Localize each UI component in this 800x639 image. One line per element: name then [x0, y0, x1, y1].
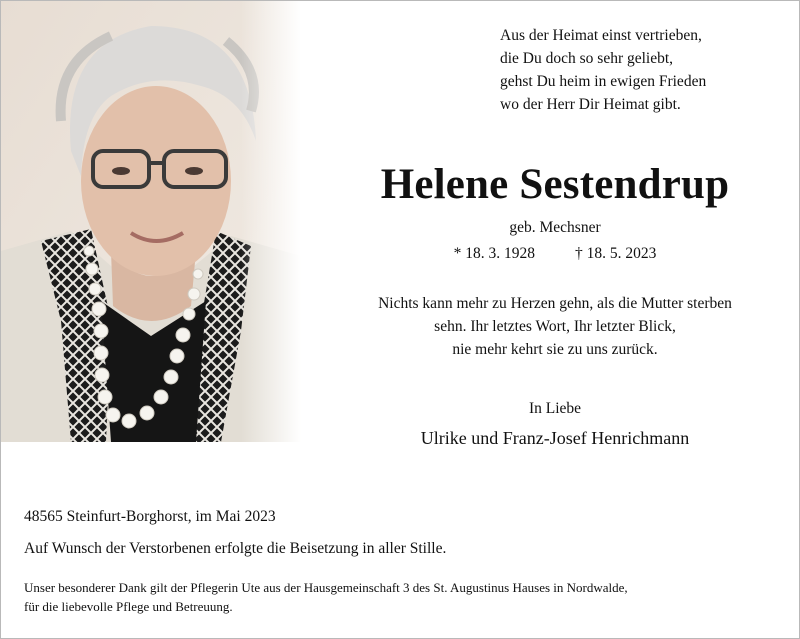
burial-note: Auf Wunsch der Verstorbenen erfolgte die Beisetzung in aller Stille. [24, 540, 447, 557]
memorial-quote [300, 292, 800, 361]
mourners-names: Ulrike und Franz-Josef Henrichmann [420, 428, 690, 448]
thanks-line: für die liebevolle Pflege und Betreuung. [24, 599, 233, 614]
life-dates [300, 245, 800, 263]
mourners-intro: In Liebe [528, 400, 582, 417]
quote-line: sehn. Ihr letztes Wort, Ihr letzter Blick, [434, 318, 676, 335]
birth-date: * 18. 3. 1928 [453, 245, 535, 262]
thanks-line: Unser besonderer Dank gilt der Pflegerin Ute aus der Hausgemeinschaft 3 des St. Augustinus Hauses in Nordwalde, [24, 580, 628, 595]
maiden-name: geb. Mechsner [509, 219, 601, 236]
portrait-photo [1, 1, 301, 442]
place-and-date: 48565 Steinfurt-Borghorst, im Mai 2023 [24, 508, 276, 525]
quote-line: Nichts kann mehr zu Herzen gehn, als die Mutter sterben [378, 295, 732, 312]
poem-line: gehst Du heim in ewigen Frieden [500, 73, 707, 90]
death-date: † 18. 5. 2023 [575, 245, 657, 262]
poem-line: die Du doch so sehr geliebt, [500, 50, 674, 67]
memorial-poem [500, 24, 706, 116]
thanks-note [24, 578, 628, 616]
poem-line: wo der Herr Dir Heimat gibt. [500, 96, 681, 113]
quote-line: nie mehr kehrt sie zu uns zurück. [452, 341, 658, 358]
poem-line: Aus der Heimat einst vertrieben, [500, 27, 702, 44]
deceased-name: Helene Sestendrup [380, 161, 730, 208]
